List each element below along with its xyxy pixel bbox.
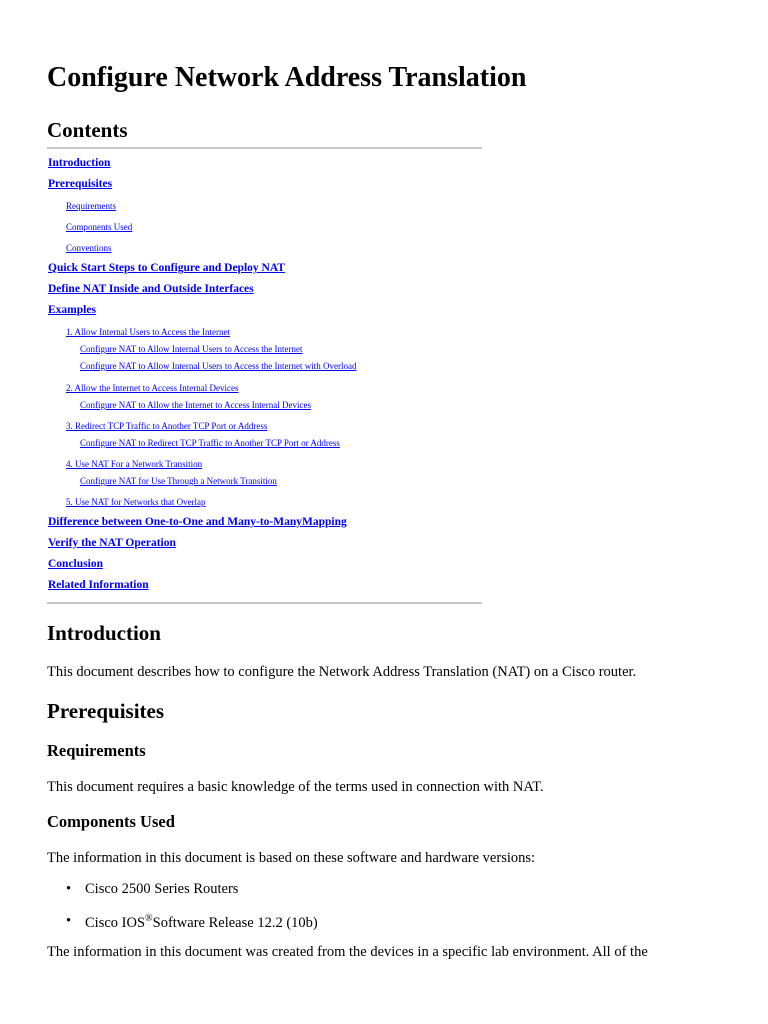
lab-environment-text: The information in this document was created from the devices in a specific lab environment. All of the xyxy=(47,944,648,960)
toc-link-verify[interactable]: Verify the NAT Operation xyxy=(48,537,176,549)
page-title: Configure Network Address Translation xyxy=(47,62,527,93)
toc-link-introduction[interactable]: Introduction xyxy=(48,157,111,169)
bullet-marker: • xyxy=(66,913,72,929)
toc-link-example-3a[interactable]: Configure NAT to Redirect TCP Traffic to Another TCP Port or Address xyxy=(80,438,340,448)
toc-link-related-information[interactable]: Related Information xyxy=(48,579,149,591)
toc-link-example-2[interactable]: 2. Allow the Internet to Access Internal Devices xyxy=(66,383,239,393)
introduction-heading: Introduction xyxy=(47,621,161,645)
ios-release: Software Release 12.2 (10b) xyxy=(152,914,318,931)
toc-link-difference-mapping[interactable]: Difference between One-to-One and Many-to-ManyMapping xyxy=(48,516,347,528)
toc-link-example-1a[interactable]: Configure NAT to Allow Internal Users to Access the Internet xyxy=(80,344,303,354)
toc-link-example-1b[interactable]: Configure NAT to Allow Internal Users to Access the Internet with Overload xyxy=(80,361,357,371)
toc-link-prerequisites[interactable]: Prerequisites xyxy=(48,178,113,190)
toc-link-example-1[interactable]: 1. Allow Internal Users to Access the Internet xyxy=(66,327,230,337)
requirements-heading: Requirements xyxy=(47,741,146,760)
toc-link-conclusion[interactable]: Conclusion xyxy=(48,558,103,570)
registered-mark: ® xyxy=(145,913,153,924)
components-heading: Components Used xyxy=(47,812,175,831)
toc-link-example-4[interactable]: 4. Use NAT For a Network Transition xyxy=(66,459,203,469)
bullet-marker: • xyxy=(66,881,72,897)
components-text: The information in this document is based on these software and hardware versions: xyxy=(47,850,536,866)
toc-link-components-used[interactable]: Components Used xyxy=(66,222,133,232)
toc-link-example-2a[interactable]: Configure NAT to Allow the Internet to Access Internal Devices xyxy=(80,400,312,410)
toc-link-define-interfaces[interactable]: Define NAT Inside and Outside Interfaces xyxy=(48,283,254,295)
toc-link-conventions[interactable]: Conventions xyxy=(66,243,112,253)
toc-link-examples[interactable]: Examples xyxy=(48,304,96,316)
ios-name: Cisco IOS xyxy=(85,914,146,931)
requirements-text: This document requires a basic knowledge of the terms used in connection with NAT. xyxy=(47,779,544,795)
toc-link-example-5[interactable]: 5. Use NAT for Networks that Overlap xyxy=(66,497,206,507)
toc-link-requirements[interactable]: Requirements xyxy=(66,201,116,211)
list-item-text: Cisco 2500 Series Routers xyxy=(85,881,239,897)
toc-link-example-4a[interactable]: Configure NAT for Use Through a Network Transition xyxy=(80,476,277,486)
prerequisites-heading: Prerequisites xyxy=(47,699,165,723)
toc-link-example-3[interactable]: 3. Redirect TCP Traffic to Another TCP Port or Address xyxy=(66,421,268,431)
contents-top-divider xyxy=(47,147,482,149)
contents-bottom-divider xyxy=(47,602,482,604)
contents-heading: Contents xyxy=(47,118,128,142)
list-item-text xyxy=(85,913,318,932)
introduction-text: This document describes how to configure the Network Address Translation (NAT) on a Cisco router. xyxy=(47,664,637,680)
toc-link-quick-start[interactable]: Quick Start Steps to Configure and Deploy NAT xyxy=(48,262,285,274)
